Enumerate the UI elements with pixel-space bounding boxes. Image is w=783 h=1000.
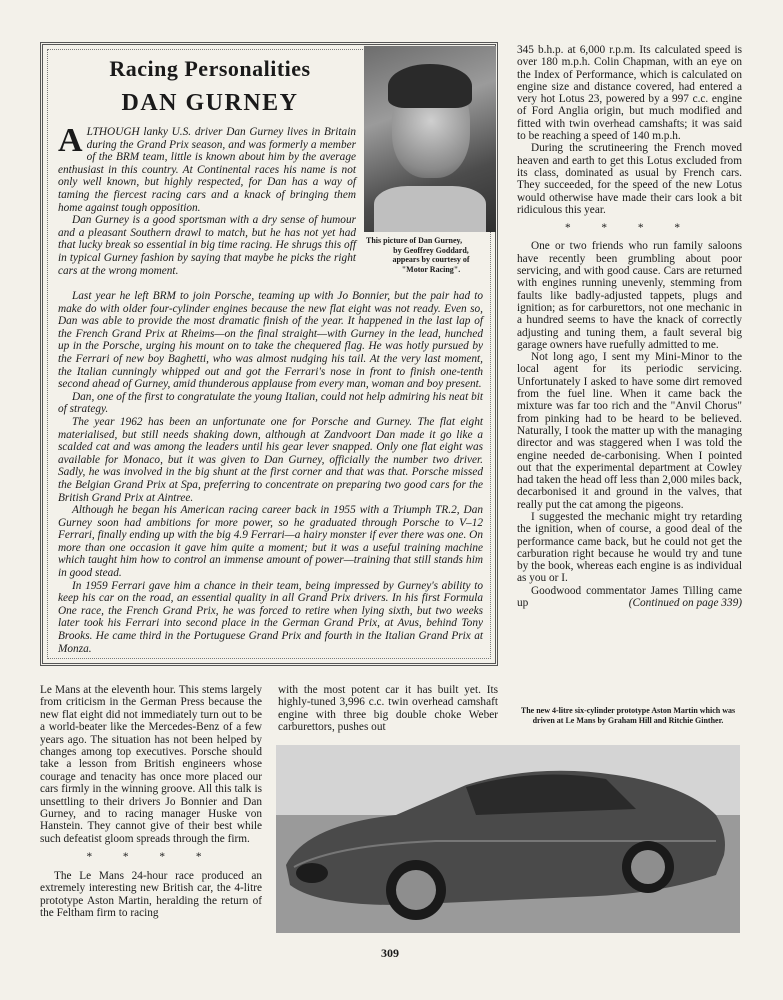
body-paragraph: with the most potent car it has built yet. Its highly-tuned 3,996 c.c. twin overhead camshaft engine with three big double choke Weber carburettors, pushes out <box>278 684 498 734</box>
body-paragraph: One or two friends who run family saloons have recently been grumbling about poor servicing, and with good cause. Cars are returned with engines running unevenly, stemming from faults like badly-adjusted tappets, plugs and ignition; as for carburettors, not one mechanic in a hundred seems to have the knack of correctly adjusting and tuning them, a fault several big garage owners have ruefully admitted to me. <box>517 240 742 351</box>
body-paragraph: Le Mans at the eleventh hour. This stems largely from criticism in the German Press because the new flat eight did not immediately turn out to be a world-beater like the Mercedes-Benz of a few years ago. The situation has not been helped by changes among top executives. Porsche should take a lesson from British engineers whose courage and tenacity has once more placed our cars firmly in the winning groove. All this talk is unsettling to their drivers Jo Bonnier and Dan Gurney, and to racing manager Huske von Hanstein. They cannot give of their best while such defeatist gloom spreads through the firm. <box>40 684 262 845</box>
aston-martin-car-photo <box>276 745 740 933</box>
intro-paragraph: The year 1962 has been an unfortunate one for Porsche and Gurney. The flat eight materialised, but still needs shaking down, although at Zandvoort Dan made it go like a scalded cat and was among the leaders until his gear lever snapped. Only one flat eight was available for Monaco, but it was given to Dan Gurney, officially the number two driver. Sadly, he was involved in the big shunt at the first corner and that was that. Porsche missed the Belgian Grand Prix at Spa, preferring to concentrate on preparing two good cars for the British Grand Prix at Aintree. <box>58 415 483 504</box>
page-number: 309 <box>381 946 399 960</box>
article-heading: Racing Personalities <box>109 56 311 81</box>
intro-text-narrow <box>58 122 356 277</box>
drop-cap: A <box>58 122 83 159</box>
section-separator-stars: * * * * <box>564 222 695 235</box>
dan-gurney-portrait-photo <box>364 46 496 232</box>
portrait-caption-line: appears by courtesy of <box>392 255 470 264</box>
portrait-caption <box>366 236 496 274</box>
body-paragraph: Not long ago, I sent my Mini-Minor to the local agent for its periodic servicing. Unfortunately I asked to have some dirt removed from the fuel line. When it came back the mixture was far too rich and the "Anvil Chorus" from pinking had to be heard to be believed. Naturally, I took the matter up with the managing director and was staggered when I was told the engine needed de-carbonising. When I pointed out that the experimental department at Cowley had taken the head off less than 2,000 miles back, decarbonised it and ground in the valves, that really put the cat among the pigeons. <box>517 351 742 511</box>
intro-paragraph: Although he began his American racing career back in 1955 with a Triumph TR.2, Dan Gurney soon had ambitions for more power, so he graduated through Porsche to V–12 Ferrari, finally ending up with the big 4.9 Ferrari—a hairy monster if ever there was one. On more than one occasion it gave him quite a moment; but it was a useful training machine which taught him how to control an immense amount of power—training that still stands him in good stead. <box>58 504 483 580</box>
intro-paragraph: Last year he left BRM to join Porsche, teaming up with Jo Bonnier, but the pair had to make do with older four-cylinder engines because the new flat eight was not ready. Even so, Dan was able to provide the most dramatic finish of the year. It happened in the last lap of the French Grand Prix at Rheims—on the final straight—with Gurney in the lead, hunched up in the Porsche, urging his mount on to take the chequered flag. He was hotly pursued by the Ferrari of new boy Baghetti, who was almost nudging his tail. At the very last moment, the Italian cunningly whipped out and got the Ferrari's nose in front to finish one-tenth second ahead of Gurney, amid thunderous applause from every man, woman and boy present. <box>58 290 483 391</box>
portrait-caption-line: This picture of Dan Gurney, <box>366 236 463 245</box>
bottom-middle-column <box>278 684 498 734</box>
portrait-caption-line: by Geoffrey Goddard, <box>393 245 469 255</box>
right-column <box>517 44 742 609</box>
article-subject-name: DAN GURNEY <box>121 90 299 116</box>
intro-paragraph: Dan Gurney is a good sportsman with a dry sense of humour and a pleasant Southern drawl to match, but he has not yet had that lucky break so essential in big time racing. He shrugs this off in typical Gurney fashion by saying that maybe he picks the right cars at the wrong moment. <box>58 214 356 277</box>
bottom-left-column <box>40 684 262 919</box>
intro-paragraph: In 1959 Ferrari gave him a chance in their team, being impressed by Gurney's ability to keep his car on the road, an essential quality in all Grand Prix drivers. In his first Formula One race, the French Grand Prix, he was forced to retire when lying sixth, but two weeks later took his Ferrari into second place in the German Grand Prix, at Avus, behind Tony Brooks. He came third in the Portuguese Grand Prix and fourth in the Italian Grand Prix at Monza. <box>58 579 483 655</box>
intro-paragraph: LTHOUGH lanky U.S. driver Dan Gurney lives in Britain during the Grand Prix season, and was formerly a member of the BRM team, little is known about him by the average enthusiast in this country. At Continental races his name is not only well known, but highly respected, for Dan has a way of taming the fiercest racing cars and a knack of bringing them home against tough opposition. <box>58 126 356 214</box>
body-paragraph: During the scrutineering the French moved heaven and earth to get this Lotus excluded from its class, dominated as usual by French cars. They succeeded, for the speed of the new Lotus would otherwise have made their cars look a bit ridiculous this year. <box>517 142 742 216</box>
body-paragraph: 345 b.h.p. at 6,000 r.p.m. Its calculated speed is over 180 m.p.h. Colin Chapman, with an eye on the Index of Performance, which is calculated on engine size and distance covered, had entered a very hot Lotus 23, powered by a 997 c.c. engine of Ford Anglia origin, but much modified and fitted with twin overhead camshafts; it was said to be reaching a speed of 140 m.p.h. <box>517 44 742 143</box>
intro-paragraph: Dan, one of the first to congratulate the young Italian, could not help admiring his neat bit of strategy. <box>58 390 483 416</box>
body-paragraph: I suggested the mechanic might try retarding the ignition, when of course, a good deal of the performance came back, but he could not get the carburation right because he would try and tune by the book, whereas each engine is as individual as you or I. <box>517 510 742 585</box>
portrait-caption-line: "Motor Racing". <box>401 264 461 274</box>
continued-note: (Continued on page 339) <box>628 597 742 610</box>
section-separator-stars: * * * * <box>86 851 216 864</box>
car-photo-caption: The new 4-litre six-cylinder prototype Aston Martin which was driven at Le Mans by Graham Hill and Ritchie Ginther. <box>520 706 736 725</box>
intro-text-wide <box>58 290 483 655</box>
body-paragraph: The Le Mans 24-hour race produced an extremely interesting new British car, the 4-litre prototype Aston Martin, heralding the return of the Feltham firm to racing <box>40 869 262 919</box>
body-text: Goodwood commentator James Tilling came up <box>517 584 742 610</box>
body-paragraph <box>517 585 742 610</box>
